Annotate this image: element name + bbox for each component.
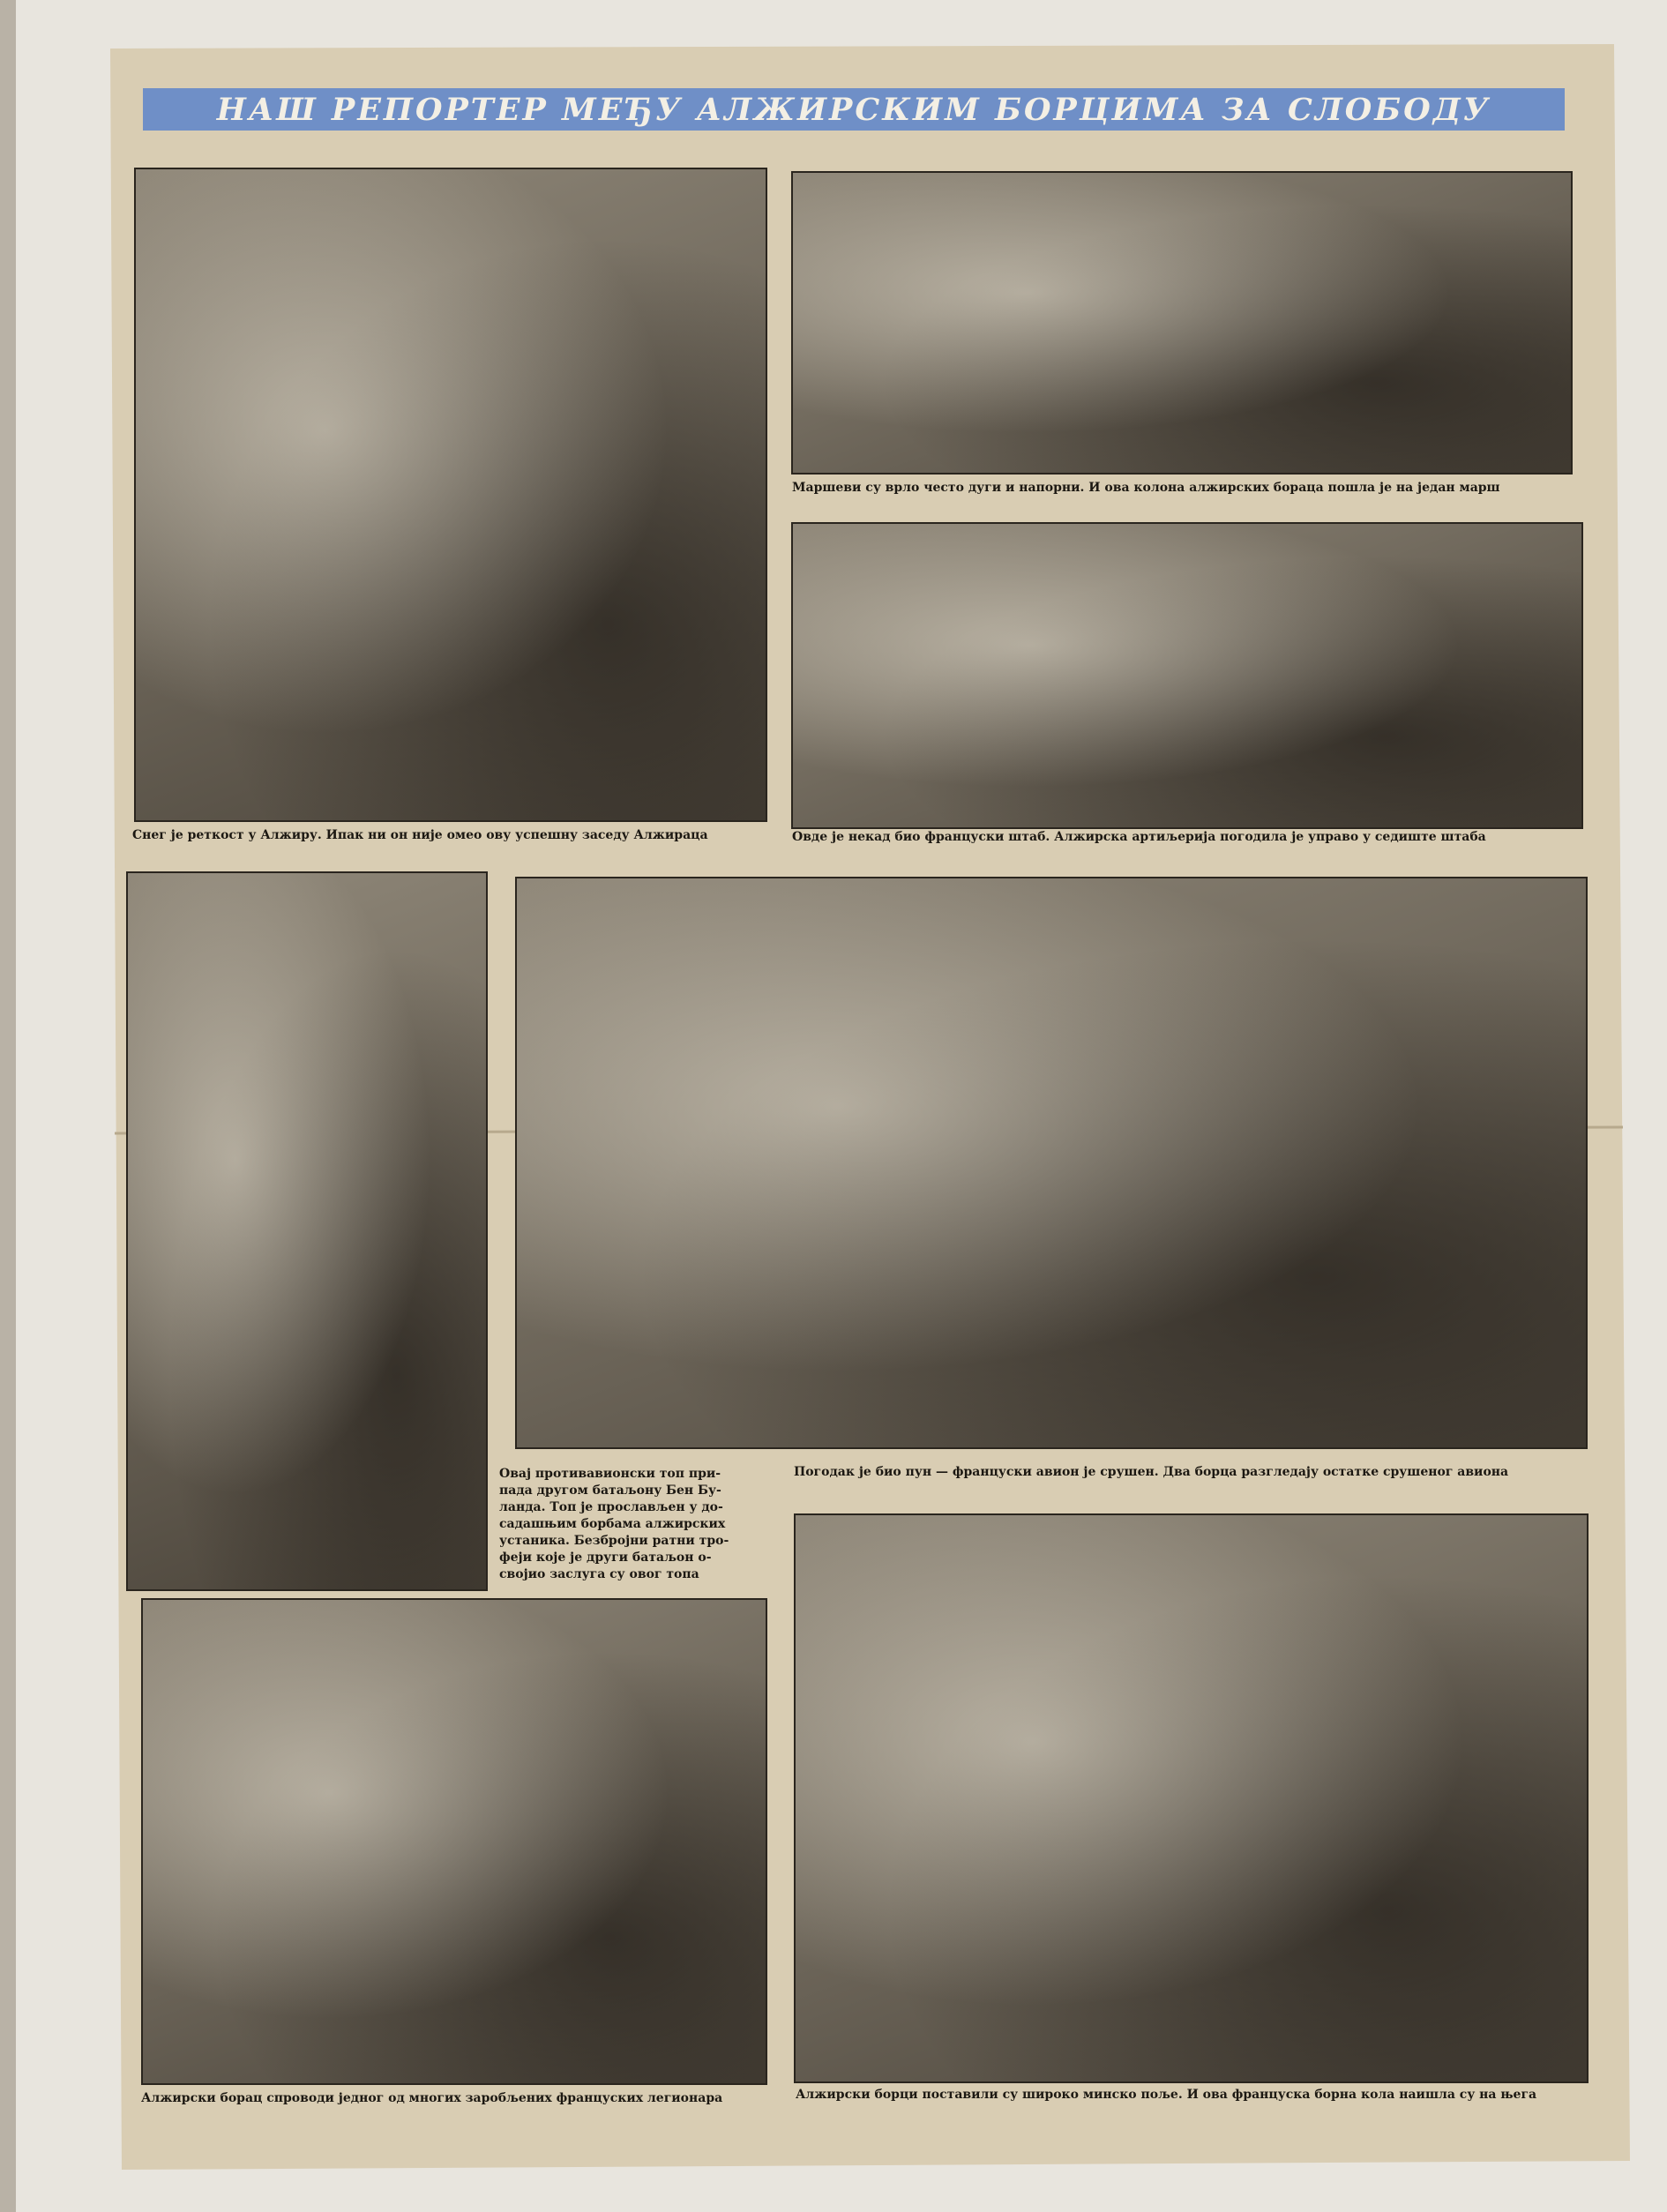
caption-line: ланда. Топ је прослављен у до- [499, 1500, 723, 1514]
photo-prisoner-escort [141, 1598, 767, 2085]
caption-march-column: Маршеви су врло често дуги и напорни. И ова колона алжирских бораца пошла је на један марш [792, 481, 1500, 495]
photo-anti-aircraft-gun [126, 871, 488, 1591]
caption-prisoner-escort: Алжирски борац спроводи једног од многих заробљених француских легионара [141, 2091, 723, 2105]
caption-line: својио заслуга су овог топа [499, 1567, 699, 1581]
photo-armored-car [794, 1513, 1589, 2083]
caption-anti-aircraft-gun [499, 1466, 729, 1583]
caption-line: пада другом батаљону Бен Бу- [499, 1483, 721, 1498]
photo-destroyed-headquarters [791, 522, 1583, 829]
photo-march-column [791, 171, 1573, 475]
photo-snow-ambush [134, 168, 767, 822]
caption-destroyed-headquarters: Овде је некад био француски штаб. Алжирска артиљерија погодила је управо у седиште штаба [792, 830, 1486, 844]
headline-text: НАШ РЕПОРТЕР МЕЂУ АЛЖИРСКИМ БОРЦИМА ЗА СЛОБОДУ [216, 91, 1491, 128]
caption-line: феји које је други батаљон о- [499, 1551, 712, 1565]
photo-plane-wreckage [515, 877, 1588, 1449]
caption-line: устаника. Безбројни ратни тро- [499, 1534, 729, 1548]
headline-banner [143, 88, 1565, 131]
caption-armored-car: Алжирски борци поставили су широко минско поље. И ова француска борна кола наишла су на њега [796, 2088, 1537, 2102]
caption-line: садашњим борбама алжирских [499, 1517, 726, 1531]
caption-line: Овај противавионски топ при- [499, 1467, 721, 1481]
caption-snow-ambush: Снег је реткост у Алжиру. Ипак ни он није омео ову успешну заседу Алжираца [132, 828, 708, 842]
caption-plane-wreckage: Погодак је био пун — француски авион је срушен. Два борца разгледају остатке срушеног авиона [794, 1465, 1509, 1479]
